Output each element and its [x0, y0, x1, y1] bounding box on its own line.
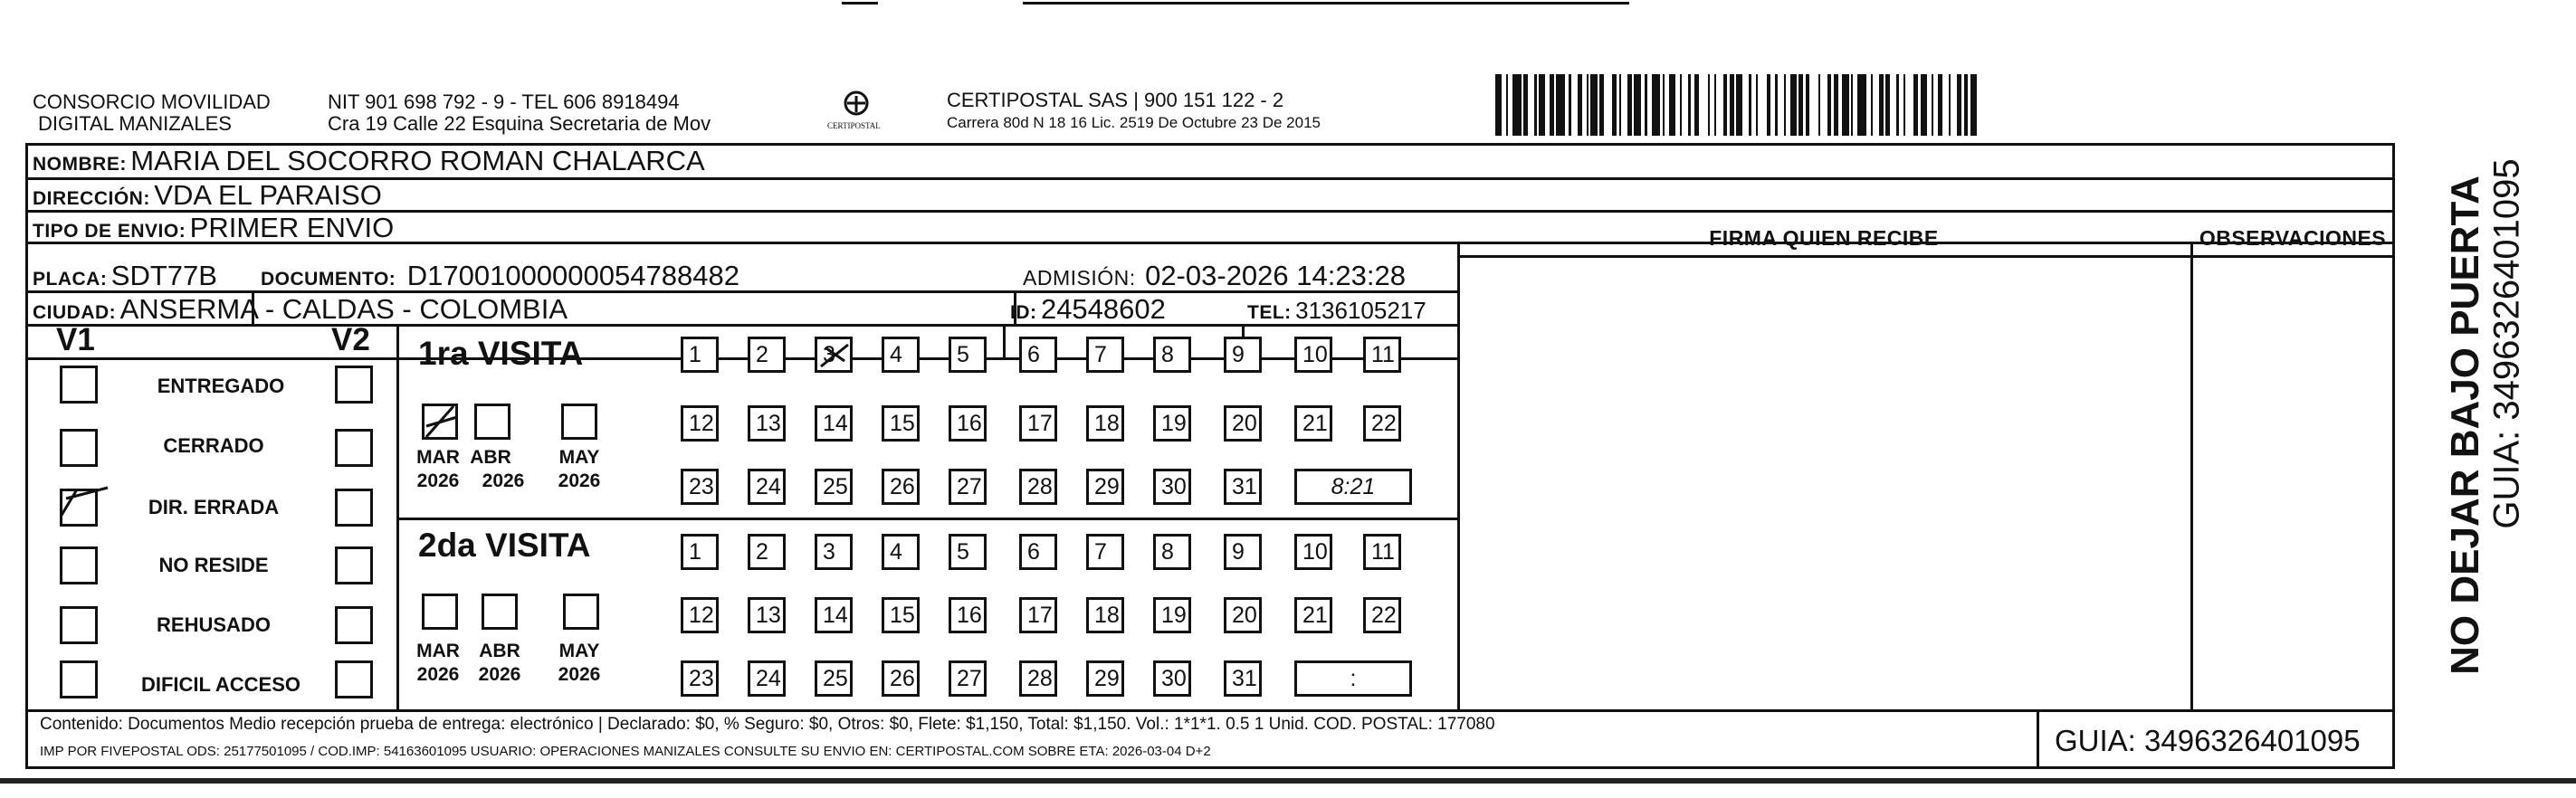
first-visit-day-28-checkbox[interactable]: 28 [1019, 469, 1057, 505]
first-visit-time-field[interactable]: 8:21 [1294, 469, 1412, 505]
first-visit-day-25-checkbox[interactable]: 25 [815, 469, 853, 505]
second-visit-day-5-checkbox[interactable]: 5 [949, 534, 987, 570]
first-visit-day-23-checkbox[interactable]: 23 [681, 469, 719, 505]
second-visit-day-18-checkbox[interactable]: 18 [1086, 597, 1124, 633]
plate-row [33, 260, 217, 292]
shipping-type-label: TIPO DE ENVIO: [33, 221, 186, 242]
first-visit-day-2-checkbox[interactable]: 2 [748, 337, 786, 373]
tel-cell [1247, 297, 1426, 325]
second-visit-day-6-checkbox[interactable]: 6 [1019, 534, 1057, 570]
status-no-reside: NO RESIDE [158, 554, 269, 576]
status-rehusado: REHUSADO [157, 613, 271, 636]
carrier-line: CERTIPOSTAL SAS | 900 151 122 - 2 [947, 89, 1284, 111]
second-visit-month-mar-checkbox[interactable] [422, 594, 458, 630]
v2-label: V2 [331, 322, 370, 357]
first-visit-day-5-checkbox[interactable]: 5 [949, 337, 987, 373]
first-visit-month-abr-checkbox[interactable] [474, 404, 510, 440]
second-month-mar-label: MAR [416, 641, 460, 661]
second-visit-day-26-checkbox[interactable]: 26 [882, 660, 920, 697]
second-visit-day-10-checkbox[interactable]: 10 [1294, 534, 1332, 570]
second-visit-title: 2da VISITA [418, 527, 591, 564]
v1-cerrado-checkbox[interactable] [60, 429, 98, 467]
second-month-may-label: MAY [558, 641, 600, 661]
city-label: CIUDAD: [33, 302, 117, 323]
v2-dificil-acceso-checkbox[interactable] [335, 660, 373, 698]
company-address: Cra 19 Calle 22 Esquina Secretaria de Mov [328, 112, 711, 135]
second-visit-day-14-checkbox[interactable]: 14 [815, 597, 853, 633]
second-visit-day-12-checkbox[interactable]: 12 [681, 597, 719, 633]
second-visit-day-11-checkbox[interactable]: 11 [1363, 534, 1401, 570]
second-visit-day-24-checkbox[interactable]: 24 [748, 660, 786, 697]
guide-box: GUIA: 3496326401095 [2055, 724, 2361, 757]
second-visit-day-27-checkbox[interactable]: 27 [949, 660, 987, 697]
second-visit-day-3-checkbox[interactable]: 3 [815, 534, 853, 570]
second-visit-day-7-checkbox[interactable]: 7 [1086, 534, 1124, 570]
id-number: 24548602 [1040, 293, 1166, 325]
side-guide-number: GUIA: 3496326401095 [2486, 158, 2527, 529]
second-visit-day-13-checkbox[interactable]: 13 [748, 597, 786, 633]
first-visit-day-31-checkbox[interactable]: 31 [1224, 469, 1262, 505]
no-dejar-warning: NO DEJAR BAJO PUERTA [2443, 176, 2487, 675]
second-visit-day-23-checkbox[interactable]: 23 [681, 660, 719, 697]
document-cell [261, 260, 739, 292]
first-visit-day-17-checkbox[interactable]: 17 [1019, 405, 1057, 442]
check-mark-icon [421, 401, 463, 442]
admission-label: ADMISIÓN: [1023, 266, 1136, 290]
first-year-abr-label: 2026 [482, 470, 525, 491]
first-visit-day-16-checkbox[interactable]: 16 [949, 405, 987, 442]
second-visit-time-field[interactable]: : [1294, 660, 1412, 697]
status-dificil-acceso: DIFICIL ACCESO [140, 673, 301, 696]
content-line: Contenido: Documentos Medio recepción prueba de entrega: electrónico | Declarado: $0, % Seguro: $0, Otros: $0, Flete: $1,150, Total: $1,150. Vol.: 1*1*1. 0.5 1 Unid. COD. POSTAL: 177080 [40, 715, 1495, 734]
tel-number: 3136105217 [1295, 297, 1426, 324]
company-nit-line: NIT 901 698 792 - 9 - TEL 606 8918494 [328, 90, 680, 113]
first-visit-day-26-checkbox[interactable]: 26 [882, 469, 920, 505]
v1-dir-errada-checkbox[interactable] [60, 489, 98, 527]
shipping-type-row [33, 212, 394, 244]
status-dir-errada: DIR. ERRADA [148, 496, 280, 518]
second-year-mar-label: 2026 [416, 664, 460, 685]
first-visit-day-13-checkbox[interactable]: 13 [748, 405, 786, 442]
first-visit-day-11-checkbox[interactable]: 11 [1363, 337, 1401, 373]
first-visit-day-22-checkbox[interactable]: 22 [1363, 405, 1401, 442]
tel-label: TEL: [1247, 302, 1292, 323]
id-label: ID: [1010, 302, 1037, 323]
second-visit-day-17-checkbox[interactable]: 17 [1019, 597, 1057, 633]
second-visit-day-30-checkbox[interactable]: 30 [1153, 660, 1191, 697]
second-visit-day-9-checkbox[interactable]: 9 [1224, 534, 1262, 570]
col-line [396, 324, 399, 709]
v2-dir-errada-checkbox[interactable] [335, 489, 373, 527]
bottom-border [0, 778, 2576, 784]
second-visit-day-15-checkbox[interactable]: 15 [882, 597, 920, 633]
check-mark-icon [817, 339, 854, 370]
v1-rehusado-checkbox[interactable] [60, 606, 98, 644]
city: ANSERMA - CALDAS - COLOMBIA [119, 293, 568, 325]
signature-area[interactable] [1460, 258, 2190, 709]
admission-date: 02-03-2026 14:23:28 [1145, 260, 1406, 291]
first-visit-day-27-checkbox[interactable]: 27 [949, 469, 987, 505]
first-visit-day-14-checkbox[interactable]: 14 [815, 405, 853, 442]
first-visit-day-12-checkbox[interactable]: 12 [681, 405, 719, 442]
address-label: DIRECCIÓN: [33, 188, 150, 209]
first-visit-day-7-checkbox[interactable]: 7 [1086, 337, 1124, 373]
v1-entregado-checkbox[interactable] [60, 366, 98, 404]
observations-area[interactable] [2193, 258, 2392, 709]
admission-cell [1023, 260, 1406, 292]
certipostal-logo [827, 85, 882, 136]
first-year-mar-label: 2026 [416, 470, 460, 491]
first-year-may-label: 2026 [558, 470, 601, 491]
v1-dificil-acceso-checkbox[interactable] [60, 660, 98, 698]
footer-line [25, 709, 2395, 712]
first-visit-day-30-checkbox[interactable]: 30 [1153, 469, 1191, 505]
signature-header: FIRMA QUIEN RECIBE [1709, 226, 1939, 250]
second-visit-day-31-checkbox[interactable]: 31 [1224, 660, 1262, 697]
col-line [2037, 709, 2039, 769]
second-visit-day-28-checkbox[interactable]: 28 [1019, 660, 1057, 697]
second-visit-day-2-checkbox[interactable]: 2 [748, 534, 786, 570]
company-name-line2: DIGITAL MANIZALES [38, 112, 232, 135]
second-visit-month-abr-checkbox[interactable] [482, 594, 518, 630]
first-visit-day-20-checkbox[interactable]: 20 [1224, 405, 1262, 442]
company-name-line1: CONSORCIO MOVILIDAD [33, 90, 271, 113]
scan-mark [842, 2, 878, 5]
carrier-address: Carrera 80d N 18 16 Lic. 2519 De Octubre 23 De 2015 [947, 114, 1321, 131]
second-year-abr-label: 2026 [478, 664, 521, 685]
second-visit-day-22-checkbox[interactable]: 22 [1363, 597, 1401, 633]
first-visit-day-21-checkbox[interactable]: 21 [1294, 405, 1332, 442]
v2-no-reside-checkbox[interactable] [335, 546, 373, 584]
first-visit-day-15-checkbox[interactable]: 15 [882, 405, 920, 442]
logo-text: CERTIPOSTAL [827, 121, 881, 130]
first-visit-day-8-checkbox[interactable]: 8 [1153, 337, 1191, 373]
first-visit-day-4-checkbox[interactable]: 4 [882, 337, 920, 373]
second-month-abr-label: ABR [479, 641, 520, 661]
first-visit-day-6-checkbox[interactable]: 6 [1019, 337, 1057, 373]
scan-mark [1023, 2, 1629, 5]
print-line: IMP POR FIVEPOSTAL ODS: 25177501095 / COD.IMP: 54163601095 USUARIO: OPERACIONES MANIZALES CONSULTE SU ENVIO EN: CERTIPOSTAL.COM SOBRE ETA: 2026-03-04 D+2 [40, 744, 1211, 759]
second-visit-day-21-checkbox[interactable]: 21 [1294, 597, 1332, 633]
name-label: NOMBRE: [33, 154, 127, 175]
v1-label: V1 [56, 322, 95, 357]
first-visit-title: 1ra VISITA [418, 335, 584, 372]
second-visit-day-1-checkbox[interactable]: 1 [681, 534, 719, 570]
shipping-type: PRIMER ENVIO [189, 212, 395, 243]
second-visit-day-29-checkbox[interactable]: 29 [1086, 660, 1124, 697]
first-month-may-label: MAY [558, 447, 600, 468]
first-month-mar-label: MAR [416, 447, 460, 468]
observations-header: OBSERVACIONES [2199, 226, 2387, 250]
col-line [1003, 324, 1006, 357]
address-row [33, 179, 382, 212]
first-visit-day-24-checkbox[interactable]: 24 [748, 469, 786, 505]
id-cell [1010, 293, 1166, 326]
v2-cerrado-checkbox[interactable] [335, 429, 373, 467]
second-visit-day-20-checkbox[interactable]: 20 [1224, 597, 1262, 633]
status-cerrado: CERRADO [163, 434, 264, 457]
first-visit-month-mar-checkbox[interactable] [422, 404, 458, 440]
first-visit-month-may-checkbox[interactable] [561, 404, 597, 440]
first-visit-day-3-checkbox[interactable]: 3 [815, 337, 853, 373]
recipient-address: VDA EL PARAISO [154, 179, 382, 211]
document-label: DOCUMENTO: [261, 269, 396, 290]
check-mark-icon [57, 484, 111, 520]
first-visit-day-10-checkbox[interactable]: 10 [1294, 337, 1332, 373]
first-visit-day-9-checkbox[interactable]: 9 [1224, 337, 1262, 373]
second-visit-day-4-checkbox[interactable]: 4 [882, 534, 920, 570]
section-line [396, 518, 1457, 520]
first-visit-day-1-checkbox[interactable]: 1 [681, 337, 719, 373]
name-row [33, 145, 705, 177]
first-visit-day-29-checkbox[interactable]: 29 [1086, 469, 1124, 505]
right-border [2392, 143, 2395, 769]
first-visit-day-19-checkbox[interactable]: 19 [1153, 405, 1191, 442]
first-month-abr-label: ABR [470, 447, 511, 468]
v2-rehusado-checkbox[interactable] [335, 606, 373, 644]
city-row [33, 293, 568, 326]
recipient-name: MARIA DEL SOCORRO ROMAN CHALARCA [130, 145, 705, 176]
second-visit-month-may-checkbox[interactable] [563, 594, 599, 630]
document-number: D17001000000054788482 [406, 260, 739, 291]
plate: SDT77B [110, 260, 217, 291]
second-visit-day-25-checkbox[interactable]: 25 [815, 660, 853, 697]
second-visit-day-8-checkbox[interactable]: 8 [1153, 534, 1191, 570]
v1-no-reside-checkbox[interactable] [60, 546, 98, 584]
second-year-may-label: 2026 [558, 664, 601, 685]
second-visit-day-16-checkbox[interactable]: 16 [949, 597, 987, 633]
status-entregado: ENTREGADO [157, 375, 285, 397]
plate-label: PLACA: [33, 269, 108, 290]
first-visit-day-18-checkbox[interactable]: 18 [1086, 405, 1124, 442]
barcode [1495, 74, 2216, 136]
v2-entregado-checkbox[interactable] [335, 366, 373, 404]
second-visit-day-19-checkbox[interactable]: 19 [1153, 597, 1191, 633]
